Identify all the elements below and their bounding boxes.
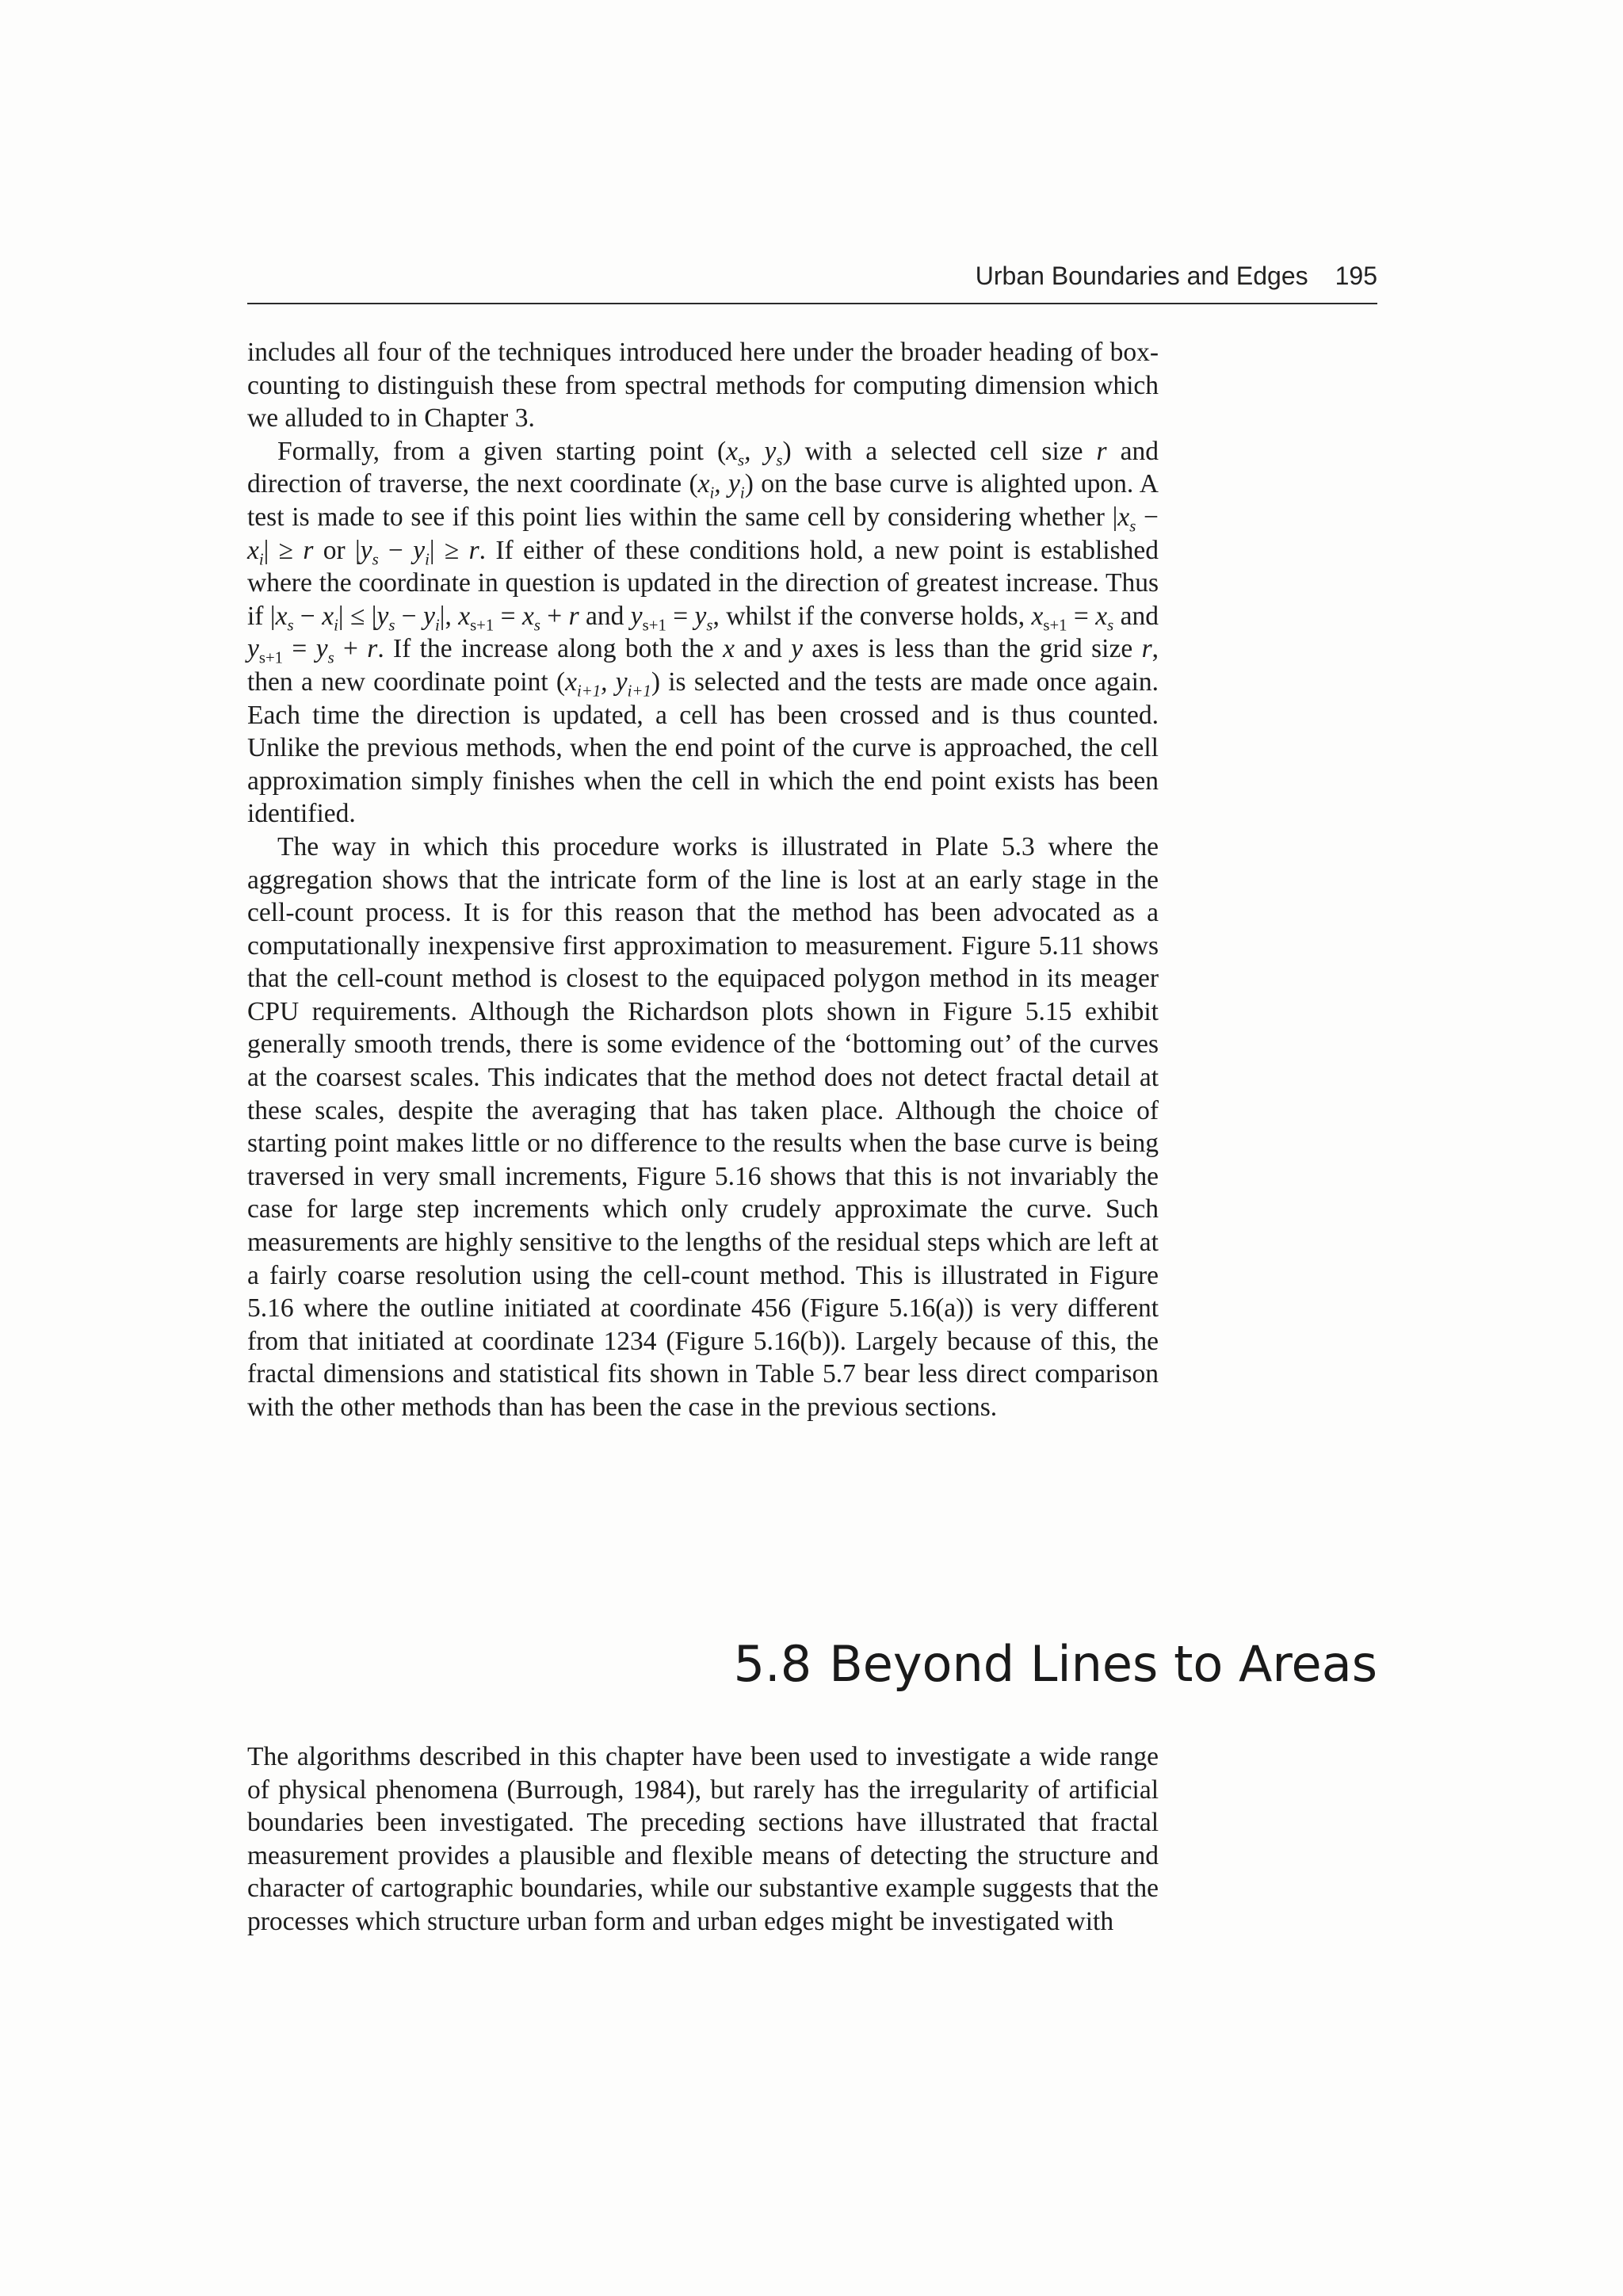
header-rule [247, 303, 1377, 304]
math-start-point: $x_s$, $y_s$ [726, 436, 783, 470]
paragraph-1: includes all four of the techniques introduced here under the broader heading of box-counting to distinguish these from spectral methods for computing dimension which we alluded to in Chapter 3. [247, 338, 1159, 434]
math-cell-test: $|x_s - x_i| \ge r$ or $|y_s - y_i| \ge r$. [247, 502, 1159, 569]
math-r: r [1096, 436, 1107, 466]
section-title: Beyond Lines to Areas [829, 1635, 1377, 1693]
math-x: x [723, 634, 735, 664]
section-paragraph: The algorithms described in this chapter have been used to investigate a wide range of physical phenomena (Burrough, 1984), but rarely has the irregularity of artificial boundaries been investigated. The preceding sections have illustrated that fractal measurement provides a plausible and flexible means of detecting the structure and character of cartographic boundaries, while our substantive example suggests that the processes which structure urban form and urban edges might be investigated with [247, 1742, 1159, 1936]
math-next-point: $x_{i+1}$, $y_{i+1}$ [565, 667, 651, 701]
math-r-2: r [1141, 634, 1152, 664]
paragraph-2: Formally, from a given starting point ($x_s$, $y_s$) with a selected cell size r and direction of traverse, the next coordinate ($x_i$, $y_i$) on the base curve is alighted upon. A test is made to see if this point lies within the same cell by considering whether $|x_s - x_i| \ge r$ or $|y_s - y_i| \ge r$. If either of these conditions hold, a new point is established where the coordinate in question is updated in the direction of greatest increase. Thus if $|x_s - x_i| \le |y_s - y_i|$, $x_{s+1} = x_s + r$ and $y_{s+1} = y_s$, whilst if the converse holds, $x_{s+1} = x_s$ and $y_{s+1} = y_s + r$. If the increase along both the x and y axes is less than the grid size r, then a new coordinate point ($x_{i+1}$, $y_{i+1}$) is selected and the tests are made once again. Each time the direction is updated, a cell has been crossed and is thus counted. Unlike the previous methods, when the end point of the curve is approached, the cell approximation simply finishes when the cell in which the end point exists has been identified. [247, 436, 1159, 829]
section-heading [247, 1633, 1377, 1696]
section-text [247, 1740, 1159, 1939]
math-update-condition: $|x_s - x_i| \le |y_s - y_i|$, $x_{s+1} = x_s + r$ and $y_{s+1} = y_s$ [269, 601, 713, 635]
math-converse-update: $x_{s+1} = x_s$ and $y_{s+1} = y_s + r$ [247, 601, 1159, 668]
math-current-point: $x_i$, $y_i$ [697, 469, 745, 503]
paragraph-3: The way in which this procedure works is illustrated in Plate 5.3 where the aggregation shows that the intricate form of the line is lost at an early stage in the cell-count process. It is for this reason that the method has been advocated as a computationally inexpensive first approximation to measurement. Figure 5.11 shows that the cell-count method is closest to the equipaced polygon method in its meager CPU requirements. Although the Richardson plots shown in Figure 5.15 exhibit generally smooth trends, there is some evidence of the ‘bottoming out’ of the curves at the coarsest scales. This indicates that the method does not detect fractal detail at these scales, despite the averaging that has taken place. Although the choice of starting point makes little or no difference to the results when the base curve is being traversed in very small increments, Figure 5.16 shows that this is not invariably the case for large step increments which only crudely approximate the curve. Such measurements are highly sensitive to the lengths of the residual steps which are left at a fairly coarse resolution using the cell-count method. This is illustrated in Figure 5.16 where the outline initiated at coordinate 456 (Figure 5.16(a)) is very different from that initiated at coordinate 1234 (Figure 5.16(b)). Largely because of this, the fractal dimensions and statistical fits shown in Table 5.7 bear less direct comparison with the other methods than has been the case in the previous sections. [247, 831, 1159, 1422]
page-number: 195 [1335, 262, 1377, 290]
running-head-title: Urban Boundaries and Edges [975, 262, 1308, 290]
math-y: y [791, 634, 803, 664]
running-head [247, 262, 1377, 291]
body-text [247, 336, 1159, 1424]
section-number: 5.8 [733, 1635, 812, 1693]
